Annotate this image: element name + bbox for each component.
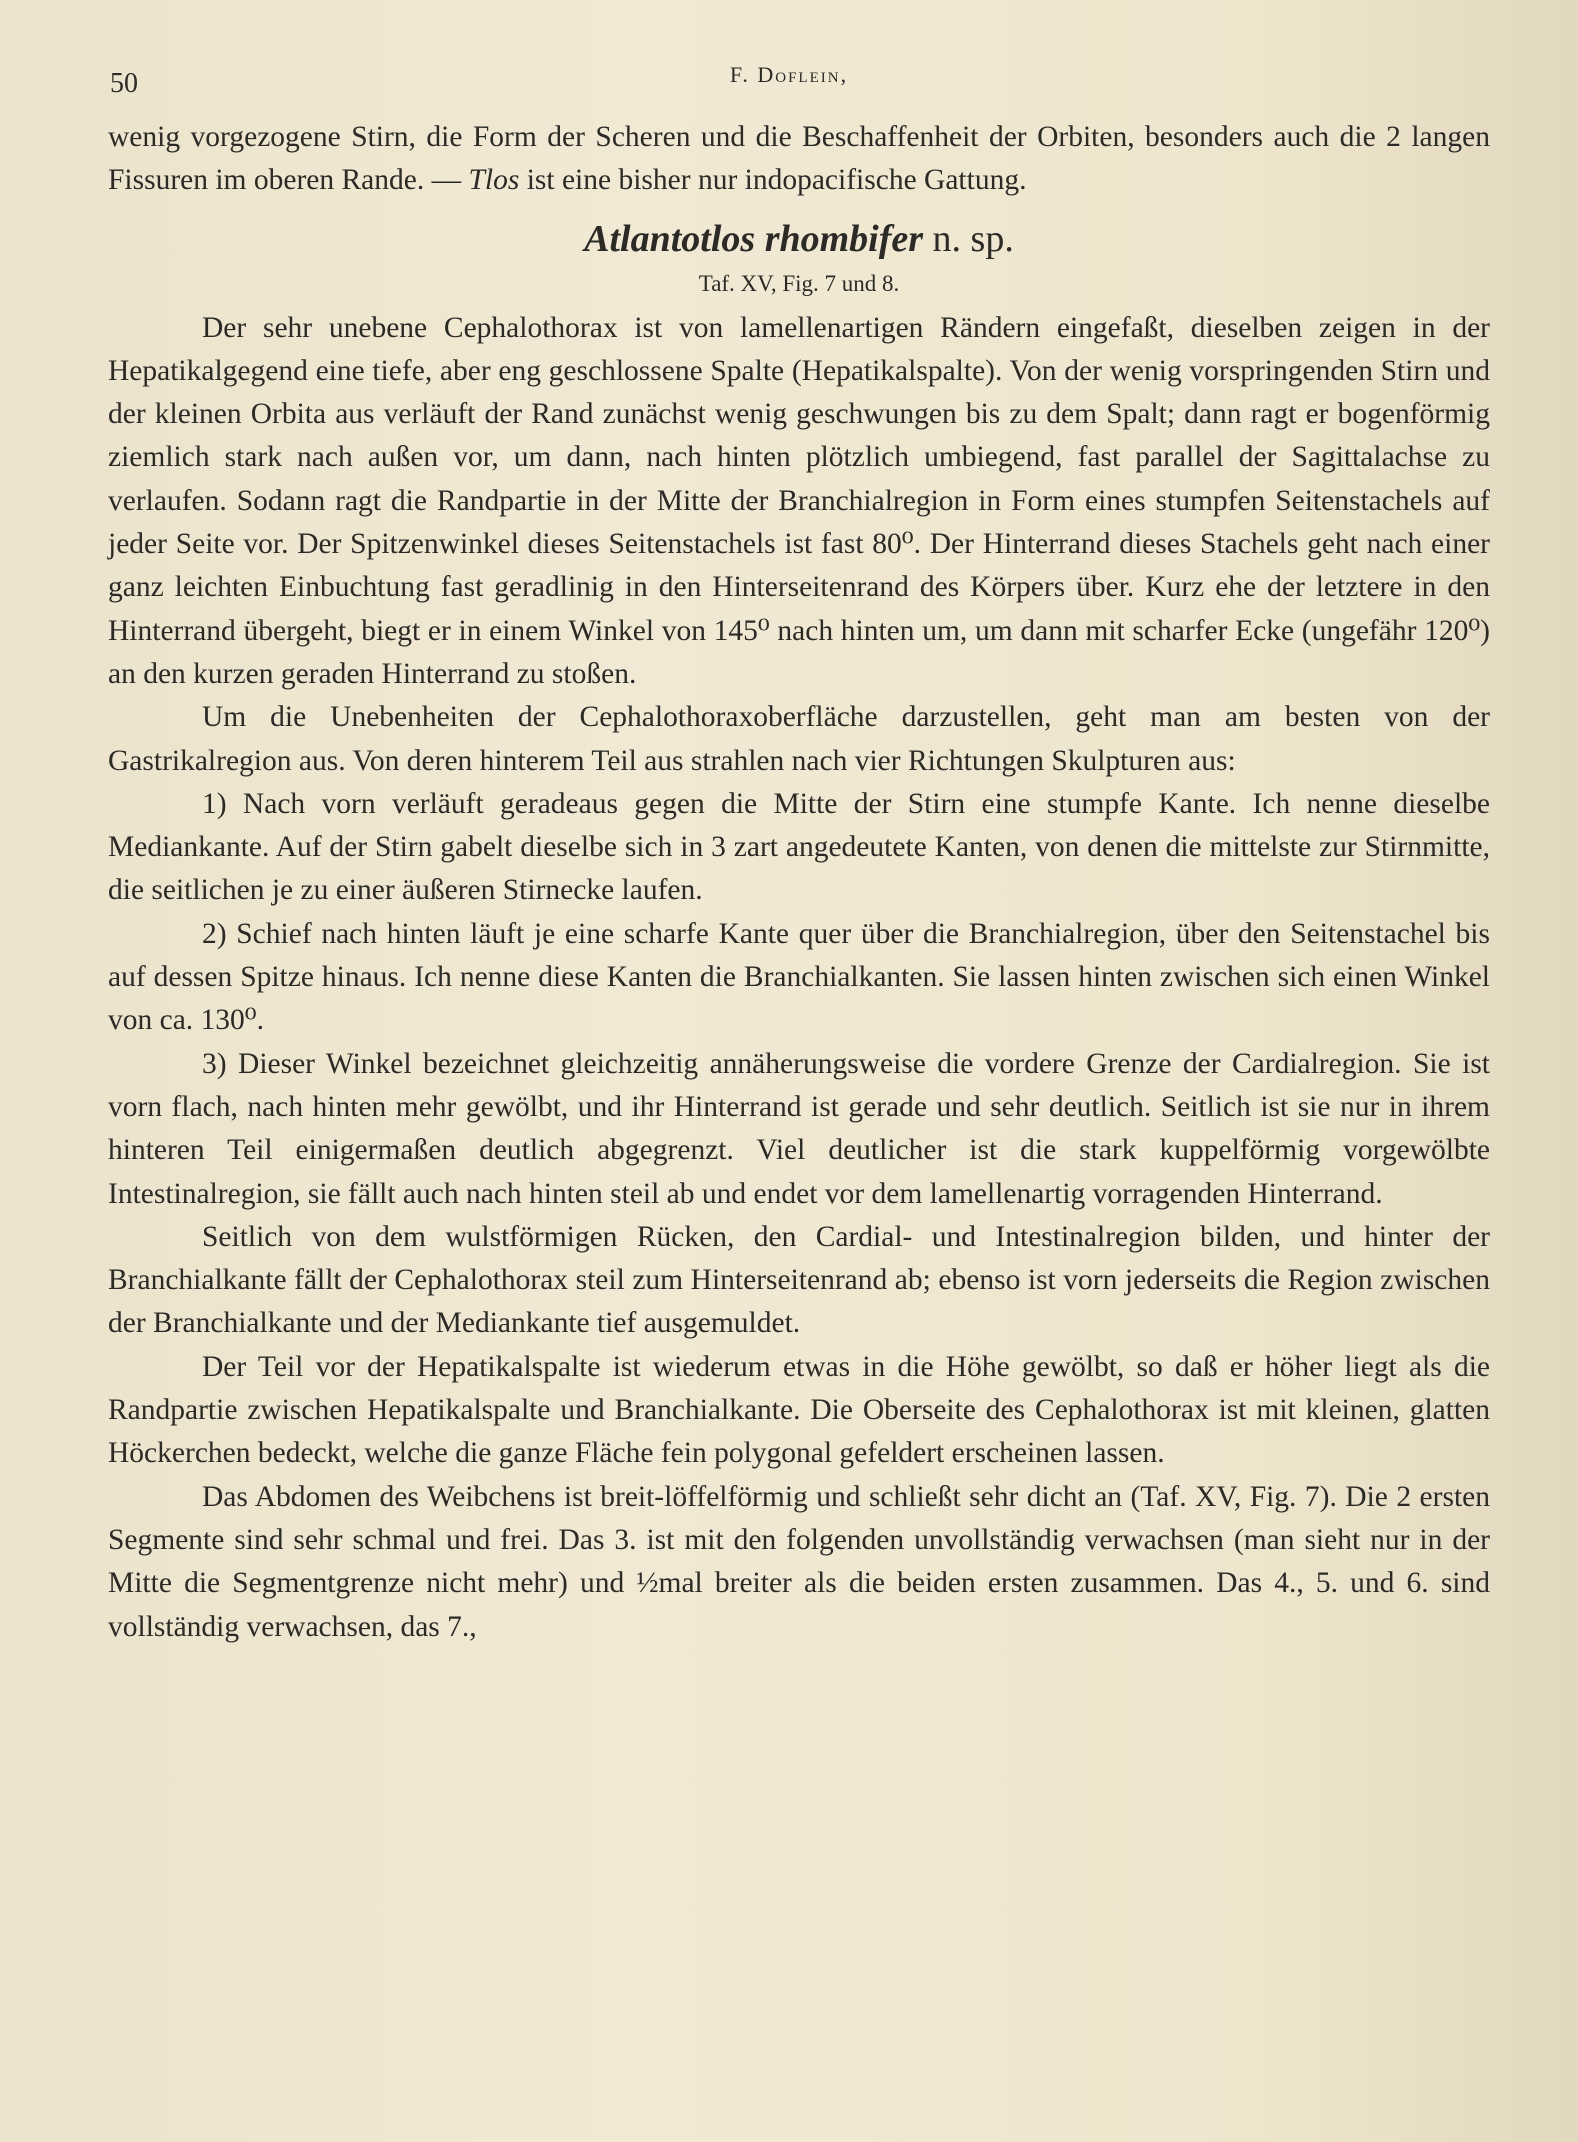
running-head: F. Doflein, <box>729 62 849 87</box>
paragraph-continuation <box>108 116 1490 203</box>
paragraph: 2) Schief nach hinten läuft je eine scharfe Kante quer über die Branchialregion, über den Seitenstachel bis auf dessen Spitze hinaus. Ich nenne diese Kanten die Branchialkanten. Sie lassen hinten zwischen sich einen Winkel von ca. 130⁰. <box>108 917 1490 1037</box>
paragraph: Der sehr unebene Cephalothorax ist von lamellenartigen Rändern eingefaßt, dieselben zeigen in der Hepatikalgegend eine tiefe, aber eng geschlossene Spalte (Hepatikalspalte). Von der wenig vorspringenden Stirn und der kleinen Orbita aus verläuft der Rand zunächst wenig geschwungen bis zu dem Spalt; dann ragt er bogenförmig ziemlich stark nach außen vor, um dann, nach hinten plötzlich umbiegend, fast parallel der Sagittalachse zu verlaufen. Sodann ragt die Randpartie in der Mitte der Branchialregion in Form eines stumpfen Seitenstachels auf jeder Seite vor. Der Spitzenwinkel dieses Seitenstachels ist fast 80⁰. Der Hinterrand dieses Stachels geht nach einer ganz leichten Einbuchtung fast geradlinig in den Hinterseitenrand des Körpers über. Kurz ehe der letztere in den Hinterrand übergeht, biegt er in einem Winkel von 145⁰ nach hinten um, um dann mit scharfer Ecke (ungefähr 120⁰) an den kurzen geraden Hinterrand zu stoßen. <box>108 311 1490 690</box>
species-suffix: n. sp. <box>923 217 1014 260</box>
plate-reference: Taf. XV, Fig. 7 und 8. <box>698 270 900 296</box>
body-text <box>108 116 1490 1649</box>
species-title <box>108 211 1490 267</box>
species-name: Atlantotlos rhombifer <box>584 217 924 260</box>
page-number: 50 <box>110 68 138 99</box>
paragraph: Um die Unebenheiten der Cephalothoraxoberfläche darzustellen, geht man am besten von der Gastrikalregion aus. Von deren hinterem Teil aus strahlen nach vier Richtungen Skulpturen aus: <box>108 701 1490 777</box>
paragraph-text: wenig vorgezogene Stirn, die Form der Scheren und die Beschaffenheit der Orbiten, besonders auch die 2 langen Fissuren im oberen Rande. — <box>108 121 1490 197</box>
paragraph: Seitlich von dem wulstförmigen Rücken, den Cardial- und Intestinalregion bilden, und hinter der Branchialkante fällt der Cephalothorax steil zum Hinterseitenrand ab; ebenso ist vorn jederseits die Region zwischen der Branchialkante und der Mediankante tief ausgemuldet. <box>108 1220 1490 1340</box>
paragraph-text: ist eine bisher nur indopacifische Gattung. <box>519 164 1027 197</box>
paragraph: Der Teil vor der Hepatikalspalte ist wiederum etwas in die Höhe gewölbt, so daß er höher liegt als die Randpartie zwischen Hepatikalspalte und Branchialkante. Die Oberseite des Cephalothorax ist mit kleinen, glatten Höckerchen bedeckt, welche die ganze Fläche fein polygonal gefeldert erscheinen lassen. <box>108 1350 1490 1470</box>
paragraph: 1) Nach vorn verläuft geradeaus gegen die Mitte der Stirn eine stumpfe Kante. Ich nenne dieselbe Mediankante. Auf der Stirn gabelt dieselbe sich in 3 zart angedeutete Kanten, von denen die mittelste zur Stirnmitte, die seitlichen je zu einer äußeren Stirnecke laufen. <box>108 787 1490 907</box>
genus-name: Tlos <box>468 164 520 197</box>
paragraph: 3) Dieser Winkel bezeichnet gleichzeitig annäherungsweise die vordere Grenze der Cardialregion. Sie ist vorn flach, nach hinten mehr gewölbt, und ihr Hinterrand ist gerade und sehr deutlich. Seitlich ist sie nur in ihrem hinteren Teil einigermaßen deutlich abgegrenzt. Viel deutlicher ist die stark kuppelförmig vorgewölbte Intestinalregion, sie fällt auch nach hinten steil ab und endet vor dem lamellenartig vorragenden Hinterrand. <box>108 1047 1490 1210</box>
species-heading <box>108 211 1490 301</box>
paragraph: Das Abdomen des Weibchens ist breit-löffelförmig und schließt sehr dicht an (Taf. XV, Fig. 7). Die 2 ersten Segmente sind sehr schmal und frei. Das 3. ist mit den folgenden unvollständig verwachsen (man sieht nur in der Mitte die Segmentgrenze nicht mehr) und ½mal breiter als die beiden ersten zusammen. Das 4., 5. und 6. sind vollständig verwachsen, das 7., <box>108 1480 1490 1643</box>
